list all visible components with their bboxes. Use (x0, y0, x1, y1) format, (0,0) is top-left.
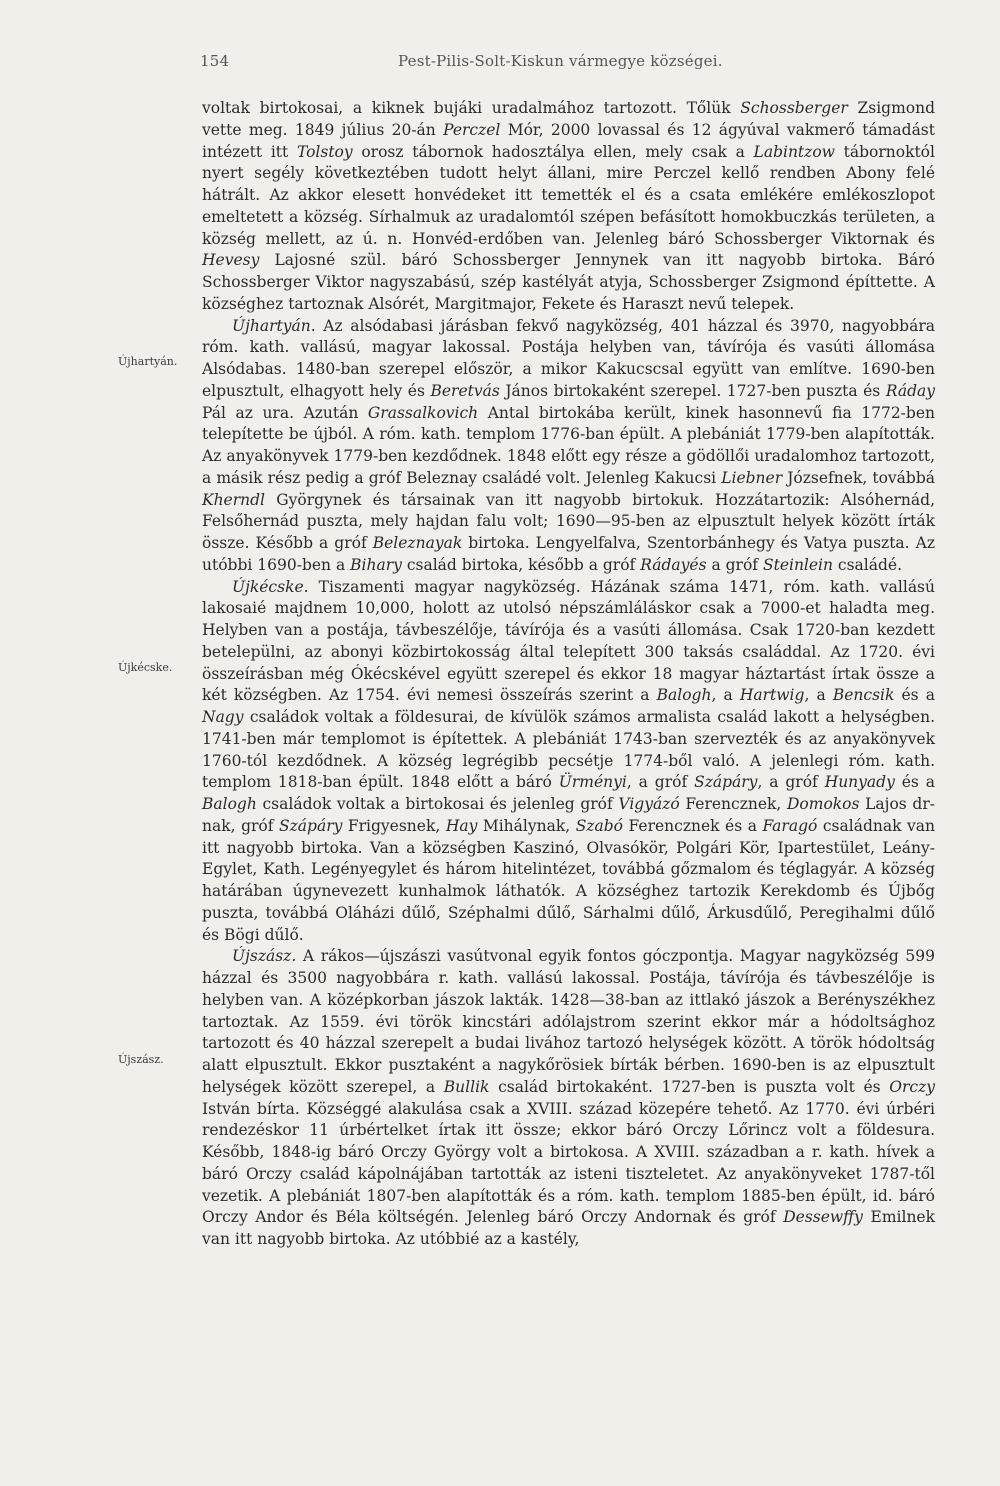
text-segment: tábornoktól nyert segély következtében tudott helyt állani, mire Perczel kellő rendben Abony felé hátrált. Az akkor elesett honvédeket itt temették el és a csata emlékére emlékoszlopot emeltetett a község. Sírhalmuk az uradalomtól szépen befásított homokbuczkás területen, a község mellett, az ú. n. Honvéd-erdőben van. Jelenleg báró Schossberger Viktornak és (202, 142, 935, 248)
text-segment: Emilnek van itt nagyobb birtoka. Az utóbbié az a kastély, (202, 1208, 935, 1248)
text-segment: Lajosné szül. báró Schossberger Jennynek van itt nagyobb birtoka. Báró Schossberger Viktor nagyszabású, szép kastélyát atyja, Schossberger Zsigmond építtette. A községhez tartoznak Alsórét, Margitmajor, Fekete és Haraszt nevű telepek. (202, 251, 935, 313)
paragraph-schossberger (202, 98, 935, 316)
text-segment: Zsigmond vette meg. 1849 július 20-án (202, 99, 936, 139)
text-segment-italic: Vigyázó (618, 795, 680, 813)
text-segment: , a gróf (626, 773, 695, 792)
text-segment-italic: Domokos (787, 795, 860, 813)
entry-heading-ujkecske: Újkécske. (232, 577, 309, 596)
text-segment-italic: Hartwig (739, 686, 805, 705)
text-segment-italic: Szabó (575, 816, 623, 835)
page-number: 154 (200, 52, 230, 70)
text-segment: Mór, 2000 lovassal és 12 ágyúval vakmerő támadást intézett itt (202, 120, 935, 161)
text-segment-italic: Hevesy (202, 251, 260, 270)
text-segment: A rákos—újszászi vasútvonal egyik fontos góczpontja. Magyar nagyközség 599 házzal és 3500 nagyobbára r. kath. vallású lakossal. Postája, távírója és távbeszélője is helyben van. A középkorban jászok lakták. 1428—38-ban az ittlakó jászok a Berényszékhez tartoztak. Az 1559. évi török kincstári adólajstrom szerint ekkor már a hódoltsághoz tartozott és 40 házzal szerepelt a budai livához tartozó helységek között. A török hódoltság alatt elpusztult. Ekkor pusztaként a nagykőrösiek bírták bérben. 1690-ben is az elpusztult helységek között szerepel, a (202, 947, 935, 1096)
text-segment: , a gróf (757, 773, 825, 792)
text-segment: Ferencznek, (679, 795, 787, 813)
text-segment: István bírta. Községgé alakulása csak a XVIII. század közepére tehető. Az 1770. évi úrbéri rendezéskor 11 úrbértelket írtak itt össze; ekkor báró Orczy Lőrincz volt a földesura. Később, 1848-ig báró Orczy György volt a birtokosa. A XVIII. században a r. kath. hívek a báró Orczy család kápolnájában tartották az isteni tiszteletet. Az anyakönyveket 1787-től vezetik. A plebániát 1807-ben alapították és a róm. kath. templom 1885-ben épült, id. báró Orczy Andor és Béla költségén. Jelenleg báró Orczy Andornak és gróf (202, 1099, 935, 1227)
text-segment-italic: Kherndl (202, 490, 266, 509)
margin-note-ujszasz: Újszász. (118, 1053, 164, 1066)
text-segment: család birtoka, később a gróf (401, 555, 641, 574)
text-segment-italic: Orczy (889, 1077, 935, 1096)
text-segment-italic: Tolstoy (296, 142, 353, 161)
text-segment-italic: Dessewffy (783, 1208, 863, 1227)
text-segment: család birtokaként. 1727-ben is puszta volt és (489, 1077, 890, 1096)
text-segment: orosz tábornok hadosztálya ellen, mely csak a (352, 142, 754, 161)
text-segment: Mihálynak, (477, 816, 576, 835)
text-segment: családé. (833, 555, 903, 574)
text-segment: Tiszamenti magyar nagyközség. Házának száma 1471, róm. kath. vallású lakosaié majdnem 10,000, holott az utolsó népszámláláskor csak a 7000-et haladta meg. Helyben van a postája, távbeszélője, távírója és a vasúti állomása. Csak 1720-ban kezdett betelepülni, az abonyi közbirtokosság által telepített 300 taksás családdal. Az 1720. évi összeírásban még Ókécskével együtt szerepel és ekkor 18 magyar háztartást írtak össze a két községben. Az 1754. évi nemesi összeírás szerint a (202, 577, 935, 705)
text-segment-italic: Bihary (350, 555, 402, 574)
text-segment: János birtokaként szerepel. 1727-ben puszta és (499, 381, 886, 400)
paragraph-ujkecske (202, 577, 935, 947)
margin-note-ujkecske: Újkécske. (118, 661, 173, 674)
text-segment-italic: Schossberger (740, 99, 848, 117)
text-segment-italic: Hay (445, 816, 478, 835)
entry-heading-ujhartyan: Újhartyán. (232, 316, 316, 335)
paragraph-ujhartyan (202, 316, 935, 577)
text-segment-italic: Steinlein (762, 555, 833, 574)
text-segment-italic: Nagy (202, 708, 244, 726)
text-segment: és a (894, 773, 936, 792)
text-segment: Pál az ura. Azután (202, 403, 368, 422)
paragraph-ujszasz (202, 946, 935, 1251)
text-segment-italic: Bencsik (832, 686, 895, 705)
text-segment: Az alsódabasi járásban fekvő nagyközség, 401 házzal és 3970, nagyobbára róm. kath. vallású, magyar lakossal. Postája helyben van, távírója és vasúti állomása Alsódabas. 1480-ban szerepel először, a mikor Kakucscsal együtt van említve. 1690-ben elpusztult, elhagyott hely és (202, 316, 935, 400)
entry-heading-ujszasz: Újszász. (232, 947, 297, 966)
text-segment-italic: Beleznayak (372, 534, 463, 552)
text-segment: Ferencznek és a (622, 816, 763, 835)
text-segment-italic: Ráday (885, 381, 935, 400)
text-segment: , a (711, 686, 740, 705)
text-segment-italic: Balogh (202, 795, 257, 813)
text-segment: és a (894, 686, 935, 705)
text-segment-italic: Labintzow (753, 142, 835, 161)
text-segment: , a (804, 686, 833, 705)
text-segment-italic: Bullik (443, 1077, 490, 1096)
text-segment: Józsefnek, továbbá (782, 468, 935, 487)
text-segment-italic: Rádayés (640, 555, 707, 574)
text-segment-italic: Liebner (721, 468, 783, 487)
text-segment-italic: Faragó (762, 816, 818, 835)
text-segment-italic: Ürményi (558, 773, 627, 792)
text-segment: családok voltak a földesurai, de kívülök számos armalista család lakott a helységben. 1741-ben már templomot is építettek. A plebániát 1743-ban szervezték és az anyakönyvek 1760-tól kezdődnek. A község legrégibb pecsétje 1774-ből való. A jelenlegi róm. kath. templom 1818-ban épült. 1848 előtt a báró (202, 708, 935, 792)
text-segment-italic: Beretvás (430, 381, 500, 400)
text-segment: családnak van itt nagyobb birtoka. Van a községben Kaszinó, Olvasókör, Polgári Kör, Ipartestület, Leány-Egylet, Kath. Legényegylet és három hitelintézet, továbbá gőzmalom és téglagyár. A község határában úgynevezett kunhalmok láthatók. A községhez tartozik Kerekdomb és Újbőg puszta, továbbá Oláházi dűlő, Széphalmi dűlő, Sárhalmi dűlő, Árkusdűlő, Peregihalmi dűlő és Bögi dűlő. (202, 816, 935, 944)
body-text (202, 98, 935, 1251)
text-segment: a gróf (706, 555, 763, 574)
text-segment: Antal birtokába került, kinek hasonnevű fia 1772-ben telepítette be újból. A róm. kath. templom 1776-ban épült. A plebániát 1779-ben alapították. Az anyakönyvek 1779-ben kezdődnek. 1848 előtt egy része a gödöllői uradalomhoz tartozott, a másik rész pedig a gróf Beleznay családé volt. Jelenleg Kakucsi (202, 403, 936, 487)
text-segment-italic: Szápáry (694, 773, 758, 792)
text-segment-italic: Grassalkovich (367, 403, 479, 422)
text-segment: voltak birtokosai, a kiknek bujáki uradalmához tartozott. Tőlük (202, 99, 741, 117)
margin-note-ujhartyan: Újhartyán. (118, 355, 178, 368)
text-segment-italic: Szápáry (279, 816, 343, 835)
text-segment: birtoka. Lengyelfalva, Szentorbánhegy és Vatya puszta. Az utóbbi 1690-ben a (202, 534, 935, 574)
running-title: Pest-Pilis-Solt-Kiskun vármegye községei. (398, 52, 723, 70)
text-segment: Lajos dr-nak, gróf (202, 795, 935, 835)
text-segment: családok voltak a birtokosai és jelenleg gróf (256, 795, 619, 813)
text-segment-italic: Balogh (656, 686, 712, 705)
text-segment: Frigyesnek, (342, 816, 446, 835)
text-segment: Györgynek és társainak van itt nagyobb birtokuk. Hozzátartozik: Alsóhernád, Felsőhernád puszta, mely hajdan falu volt; 1690—95-ben az elpusztult helyek között írták össze. Később a gróf (202, 490, 935, 552)
text-segment-italic: Perczel (443, 120, 501, 139)
text-segment-italic: Hunyady (824, 773, 895, 792)
